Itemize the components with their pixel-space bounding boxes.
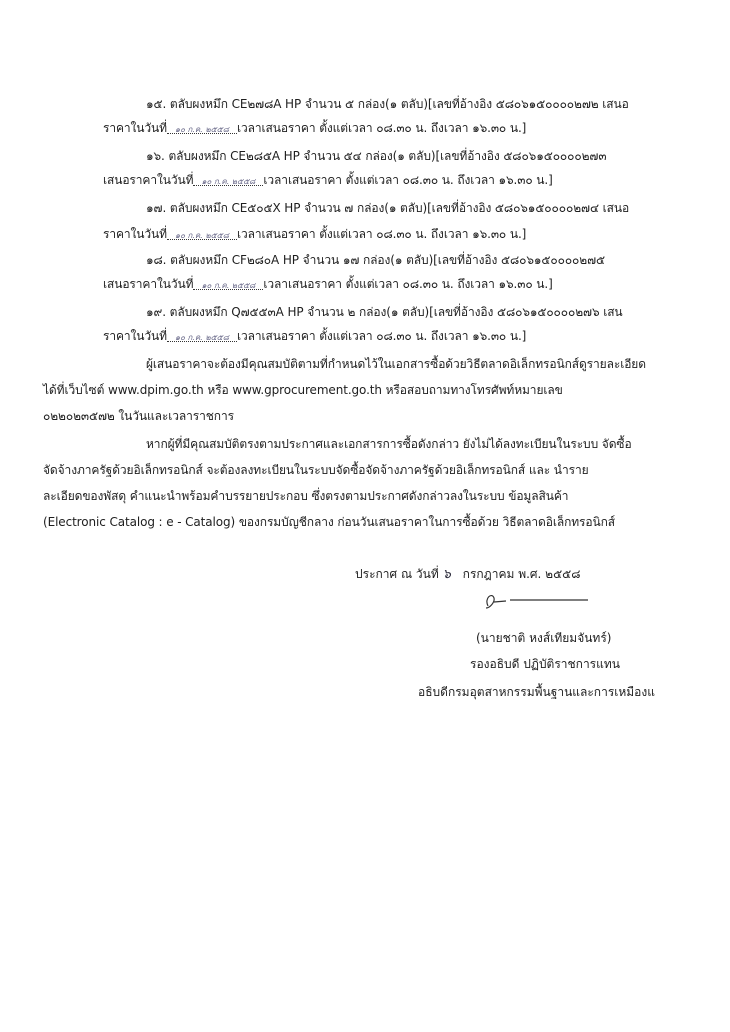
item-18-prefix: เสนอราคาในวันที่	[103, 277, 194, 291]
item-15-suffix: เวลาเสนอราคา ตั้งแต่เวลา ๐๘.๓๐ น. ถึงเวลา ๑๖.๓๐ น.]	[236, 121, 527, 135]
signer-name: (นายชาติ หงส์เทียมจันทร์)	[476, 631, 612, 645]
announcement-month-year: กรกฎาคม พ.ศ. ๒๕๕๘	[462, 567, 581, 581]
item-15-line2	[103, 120, 526, 136]
item-17-line2	[103, 226, 526, 242]
registration-paragraph-line: ละเอียดของพัสดุ คำแนะนำพร้อมคำบรรยายประกอบ ซึ่งตรงตามประกาศดังกล่าวลงในระบบ ข้อมูลสินค้า	[43, 489, 569, 503]
item-16-line2	[103, 172, 553, 188]
announcement-prefix: ประกาศ ณ วันที่	[355, 567, 439, 581]
announcement-date	[355, 566, 581, 583]
item-18-suffix: เวลาเสนอราคา ตั้งแต่เวลา ๐๘.๓๐ น. ถึงเวลา ๑๖.๓๐ น.]	[263, 277, 553, 291]
item-15-prefix: ราคาในวันที่	[103, 121, 167, 135]
date-stamp	[193, 276, 263, 290]
item-19-suffix: เวลาเสนอราคา ตั้งแต่เวลา ๐๘.๓๐ น. ถึงเวลา ๑๖.๓๐ น.]	[236, 329, 527, 343]
date-stamp	[167, 328, 237, 342]
item-16-suffix: เวลาเสนอราคา ตั้งแต่เวลา ๐๘.๓๐ น. ถึงเวลา ๑๖.๓๐ น.]	[263, 173, 553, 187]
qualification-paragraph-line: ๐๒๒๐๒๓๕๗๒ ในวันและเวลาราชการ	[43, 409, 234, 423]
item-16-prefix: เสนอราคาในวันที่	[103, 173, 194, 187]
date-stamp-text: ๑๐ ก.ค. ๒๕๕๘	[201, 281, 256, 290]
qualification-paragraph-line: ผู้เสนอราคาจะต้องมีคุณสมบัติตามที่กำหนดไว้ในเอกสารซื้อด้วยวิธีตลาดอิเล็กทรอนิกส์ดูรายละเอียด	[146, 357, 646, 371]
date-stamp-text: ๑๐ ก.ค. ๒๕๕๘	[175, 231, 229, 240]
item-18-line1: ๑๘. ตลับผงหมึก CF๒๘๐A HP จำนวน ๑๗ กล่อง(๑ ตลับ)[เลขที่อ้างอิง ๕๘๐๖๑๕๐๐๐๐๒๗๕	[146, 253, 605, 267]
registration-paragraph-line: หากผู้ที่มีคุณสมบัติตรงตามประกาศและเอกสารการซื้อดังกล่าว ยังไม่ได้ลงทะเบียนในระบบ จัดซื้อ	[146, 437, 632, 451]
date-stamp-text: ๑๐ ก.ค. ๒๕๕๘	[175, 333, 229, 342]
item-19-line2	[103, 328, 526, 344]
date-stamp	[167, 226, 237, 240]
registration-paragraph-line: (Electronic Catalog : e - Catalog) ของกรมบัญชีกลาง ก่อนวันเสนอราคาในการซื้อด้วย วิธีตลาดอิเล็กทรอนิกส์	[43, 515, 615, 529]
signer-title-2: อธิบดีกรมอุตสาหกรรมพื้นฐานและการเหมืองแ	[418, 685, 655, 699]
item-17-prefix: ราคาในวันที่	[103, 227, 167, 241]
item-19-prefix: ราคาในวันที่	[103, 329, 167, 343]
registration-paragraph-line: จัดจ้างภาครัฐด้วยอิเล็กทรอนิกส์ จะต้องลงทะเบียนในระบบจัดซื้อจัดจ้างภาครัฐด้วยอิเล็กทรอนิกส์ และ นำราย	[43, 463, 589, 477]
item-16-line1: ๑๖. ตลับผงหมึก CE๒๘๕A HP จำนวน ๕๔ กล่อง(๑ ตลับ)[เลขที่อ้างอิง ๕๘๐๖๑๕๐๐๐๐๒๗๓	[146, 149, 607, 163]
qualification-paragraph-line: ได้ที่เว็บไซต์ www.dpim.go.th หรือ www.gprocurement.go.th หรือสอบถามทางโทรศัพท์หมายเลข	[43, 383, 563, 397]
signer-title-1: รองอธิบดี ปฏิบัติราชการแทน	[470, 657, 620, 671]
date-stamp	[193, 172, 263, 186]
announcement-day: ๖	[442, 567, 451, 582]
item-19-line1: ๑๙. ตลับผงหมึก Q๗๕๕๓A HP จำนวน ๒ กล่อง(๑ ตลับ)[เลขที่อ้างอิง ๕๘๐๖๑๕๐๐๐๐๒๗๖ เสน	[146, 305, 623, 319]
date-stamp-text: ๑๐ ก.ค. ๒๕๕๘	[201, 177, 256, 186]
date-stamp	[167, 120, 237, 134]
item-18-line2	[103, 276, 553, 292]
date-stamp-text: ๑๐ ก.ค. ๒๕๕๘	[175, 125, 229, 134]
item-15-line1: ๑๕. ตลับผงหมึก CE๒๗๘A HP จำนวน ๕ กล่อง(๑ ตลับ)[เลขที่อ้างอิง ๕๘๐๖๑๕๐๐๐๐๒๗๒ เสนอ	[146, 97, 629, 111]
item-17-line1: ๑๗. ตลับผงหมึก CE๕๐๕X HP จำนวน ๗ กล่อง(๑ ตลับ)[เลขที่อ้างอิง ๕๘๐๖๑๕๐๐๐๐๒๗๔ เสนอ	[146, 201, 630, 215]
signature-icon	[480, 588, 590, 614]
item-17-suffix: เวลาเสนอราคา ตั้งแต่เวลา ๐๘.๓๐ น. ถึงเวลา ๑๖.๓๐ น.]	[236, 227, 527, 241]
